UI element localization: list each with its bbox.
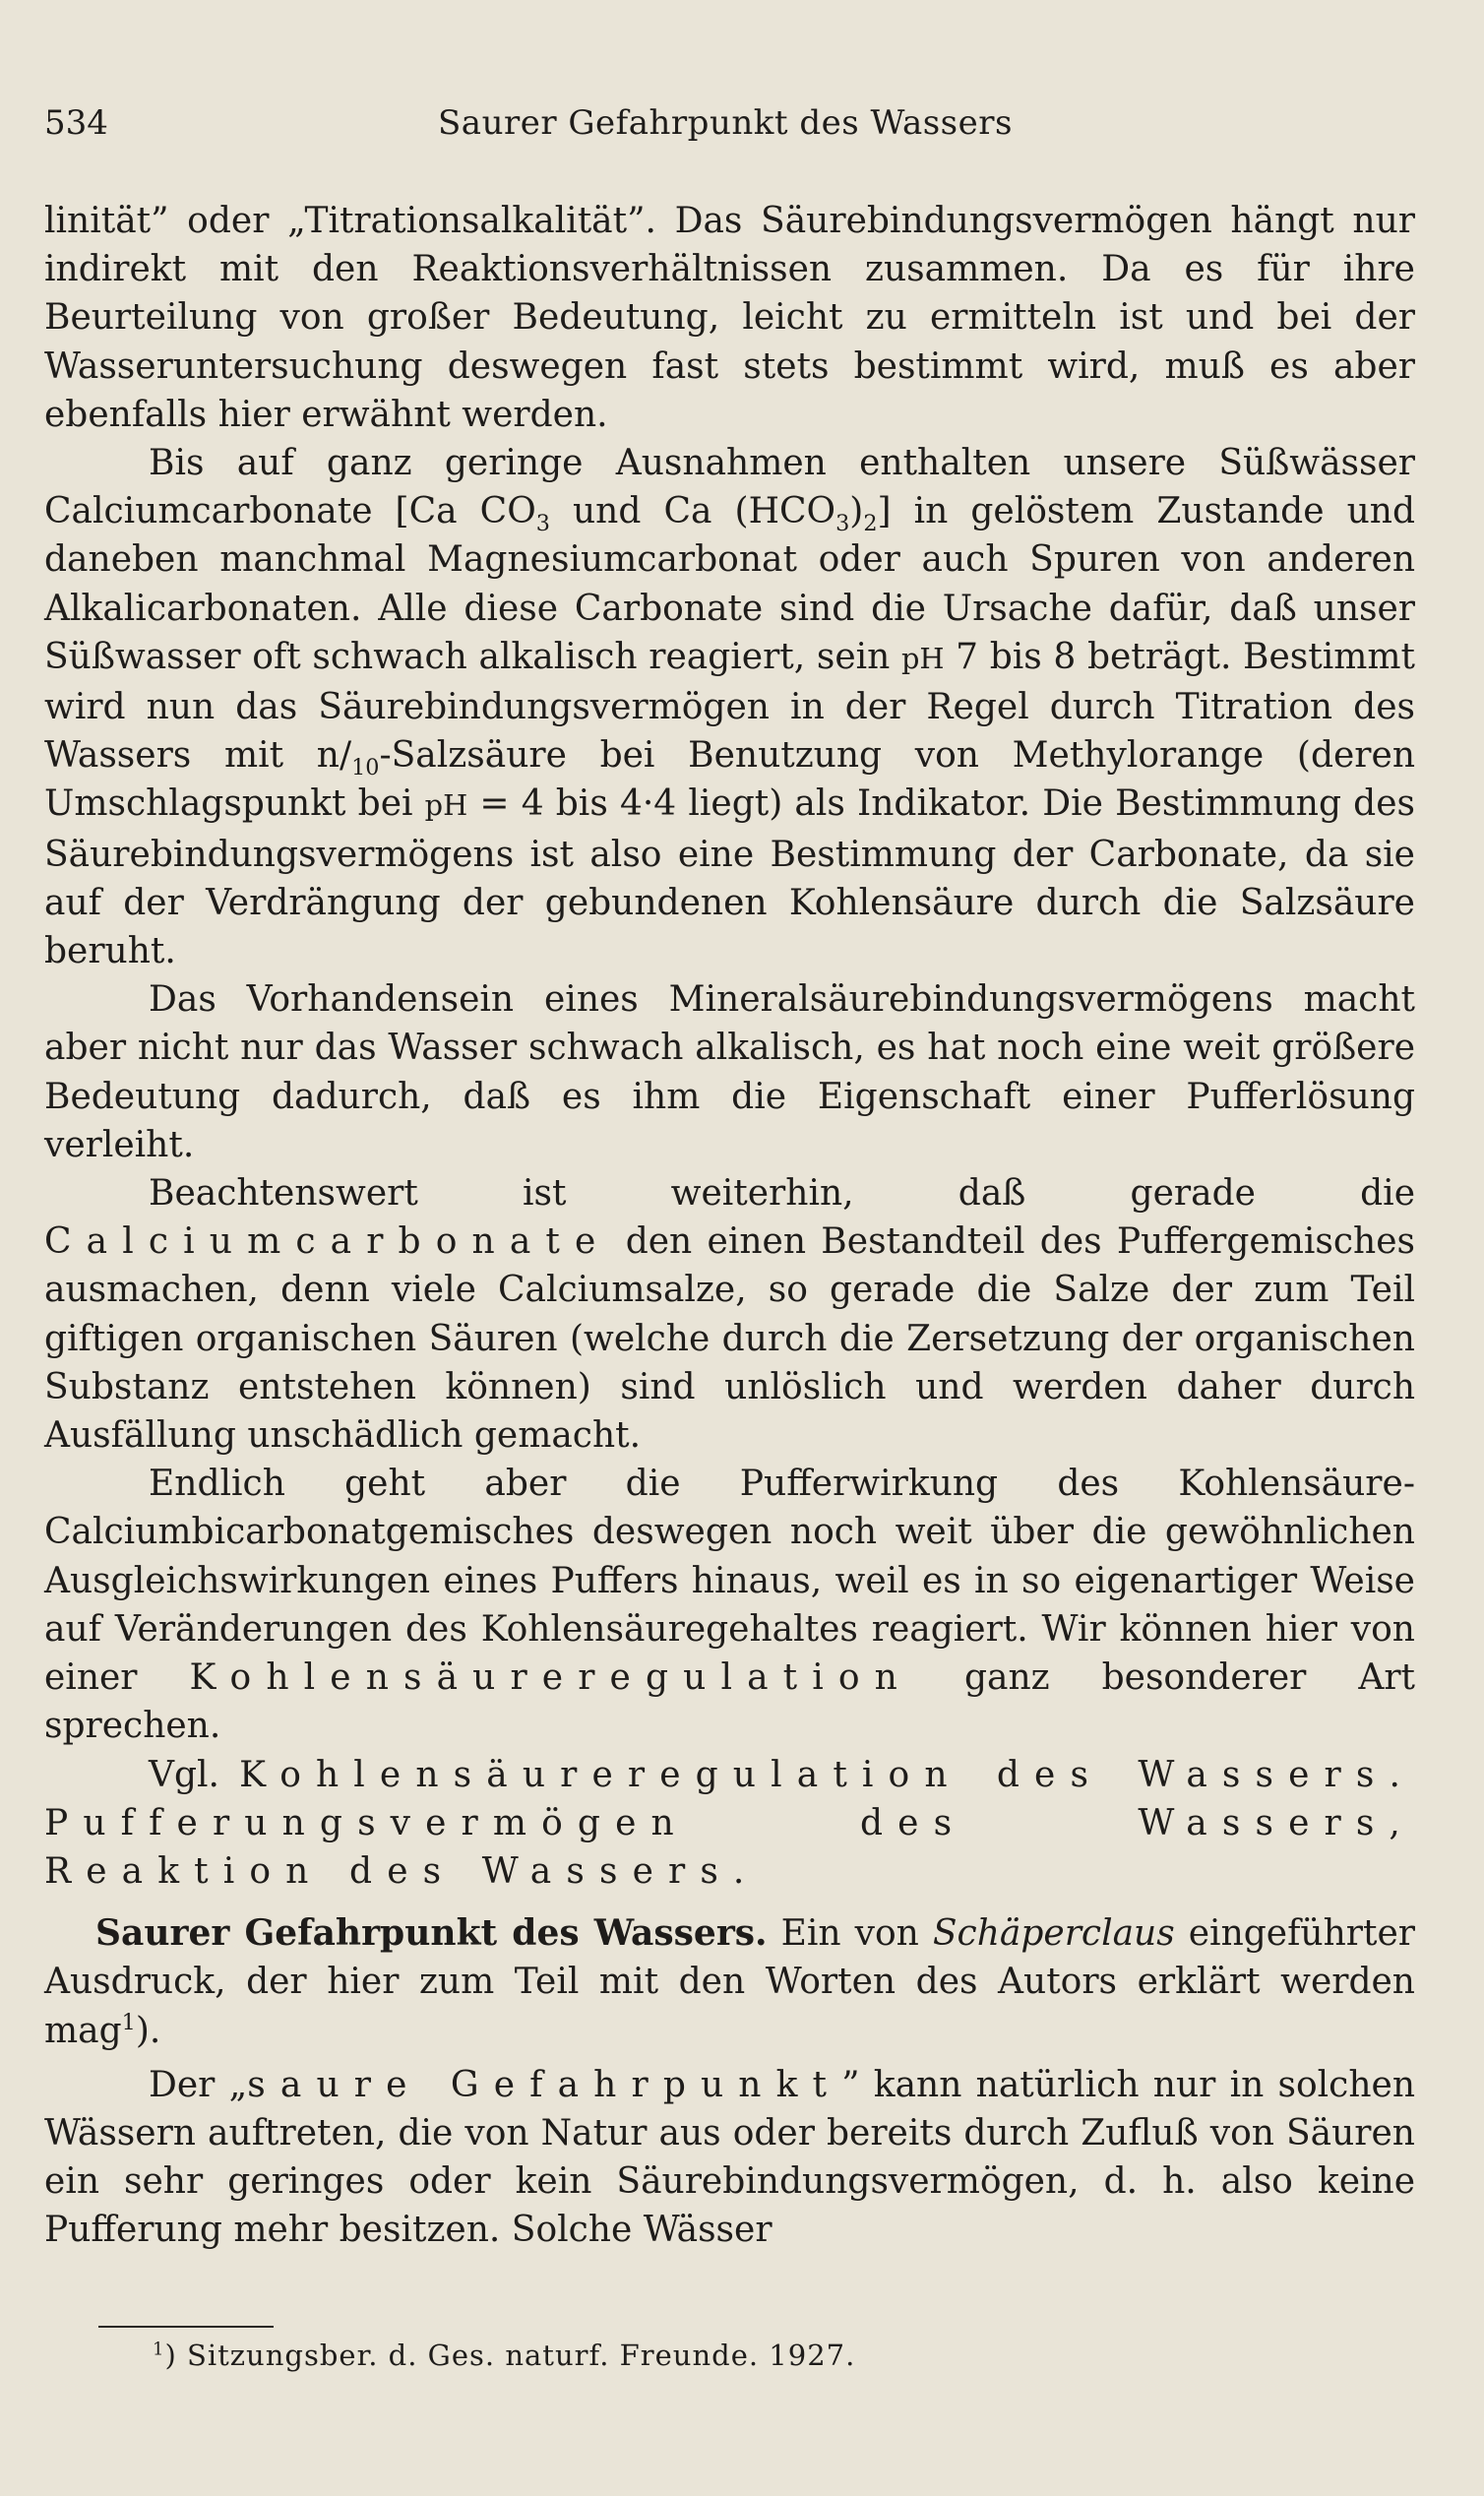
p2-subscript-2: 3 [835, 511, 850, 537]
paragraph-6-cross-reference [44, 1751, 1415, 1897]
running-head: Saurer Gefahrpunkt des Wassers [438, 103, 1013, 143]
p5-spaced-term: Kohlensäureregulation [189, 1657, 912, 1699]
p6-text-a: Vgl. [149, 1754, 240, 1795]
p2-subscript-4: 10 [351, 755, 380, 781]
p4-text-a: Beachtenswert ist weiterhin, daß gerade die [149, 1173, 1415, 1215]
p2-text-b: und Ca (HCO [549, 491, 836, 532]
p2-ph-1: pH [900, 641, 945, 675]
p7-text-b: eingeführter Ausdruck, der hier zum Teil mit den Worten des Autors erklärt werden mag [44, 1913, 1415, 2051]
footnote-reference: 1 [121, 2009, 136, 2035]
footnote [153, 2335, 855, 2376]
p8-spaced-term: saure Gefahrpunkt [247, 2064, 842, 2105]
p4-text-b: den einen Bestandteil des Puffergemisches ausmachen, denn viele Calciumsalze, so gerade die Salze der zum Teil giftigen organischen Säuren (welche durch die Zersetzung der organischen Substanz entstehen können) sind unlöslich und werden daher durch Ausfällung unschädlich gemacht. [44, 1221, 1415, 1457]
paragraph-2 [44, 439, 1415, 975]
p2-text-a: Bis auf ganz geringe Ausnahmen enthalten unsere Süßwässer Calciumcarbonate [Ca CO [44, 443, 1415, 532]
p2-text-e: 7 bis 8 beträgt. Bestimmt wird nun das Säurebindungsvermögen in der Regel durch Titration des Wassers mit n/ [44, 636, 1415, 777]
p8-text-a: Der „ [149, 2064, 248, 2105]
footnote-text: ) Sitzungsber. d. Ges. naturf. Freunde. 1927. [164, 2339, 856, 2372]
paragraph-5 [44, 1460, 1415, 1750]
p2-text-f: -Salzsäure bei Benutzung von Methylorange (deren Umschlagspunkt bei [44, 735, 1415, 825]
paragraph-8 [44, 2061, 1415, 2255]
p7-text-c: ). [135, 2010, 161, 2051]
p2-text-d: ] in gelöstem Zustande und daneben manchmal Magnesiumcarbonat oder auch Spuren von anderen Alkalicarbonaten. Alle diese Carbonate sind die Ursache dafür, daß unser Süßwasser oft schwach alkalisch reagiert, sein [44, 491, 1415, 677]
paragraph-1: linität” oder „Titrationsalkalität”. Das Säurebindungsvermögen hängt nur indirekt mit den Reaktionsverhältnissen zusammen. Da es für ihre Beurteilung von großer Bedeutung, leicht zu ermitteln ist und bei der Wasseruntersuchung deswegen fast stets bestimmt wird, muß es aber ebenfalls hier erwähnt werden. [44, 201, 1415, 435]
p5-text-a: Endlich geht aber die Pufferwirkung des Kohlensäure-Calciumbicarbonatgemisches deswegen noch weit über die gewöhnlichen Ausgleichswirkungen eines Puffers hinaus, weil es in so eigenartiger Weise auf Veränderungen des Kohlensäuregehaltes reagiert. Wir können hier von einer [44, 1464, 1415, 1699]
p8-text-b: ” kann natürlich nur in solchen Wässern auftreten, die von Natur aus oder bereits durch Zufluß von Säuren ein sehr geringes oder kein Säurebindungsvermögen, d. h. also keine Pufferung mehr besitzen. Solche Wässer [44, 2064, 1415, 2251]
p2-text-c: ) [849, 491, 864, 532]
footnote-marker: 1 [153, 2339, 165, 2360]
author-name: Schäperclaus [932, 1913, 1175, 1955]
page-number: 534 [44, 103, 108, 143]
p2-subscript-1: 3 [535, 511, 550, 537]
entry-saurer-gefahrpunkt [44, 1909, 1415, 2055]
entry-headword: Saurer Gefahrpunkt des Wassers. [95, 1912, 768, 1955]
p2-ph-2: pH [424, 788, 468, 823]
p6-spaced-references: Kohlensäureregulation des Wassers. Pufferungsvermögen des Wassers, Reaktion des Wassers. [44, 1754, 1416, 1892]
p2-text-g: = 4 bis 4·4 liegt) als Indikator. Die Bestimmung des Säurebindungsvermögens ist also eine Bestimmung der Carbonate, da sie auf der Verdrängung der gebundenen Kohlensäure durch die Salzsäure beruht. [44, 783, 1415, 972]
page-header [44, 94, 1415, 153]
body-text [44, 197, 1415, 2255]
p5-text-b: ganz besonderer Art sprechen. [44, 1657, 1415, 1747]
p7-text-a: Ein von [767, 1913, 933, 1955]
paragraph-3: Das Vorhandensein eines Mineralsäurebindungsvermögens macht aber nicht nur das Wasser schwach alkalisch, es hat noch eine weit größere Bedeutung dadurch, daß es ihm die Eigenschaft einer Pufferlösung verleiht. [44, 979, 1415, 1165]
p2-subscript-3: 2 [863, 511, 878, 537]
footnote-rule [98, 2326, 274, 2328]
p4-spaced-term: Calciumcarbonate [44, 1221, 611, 1263]
paragraph-4 [44, 1169, 1415, 1460]
